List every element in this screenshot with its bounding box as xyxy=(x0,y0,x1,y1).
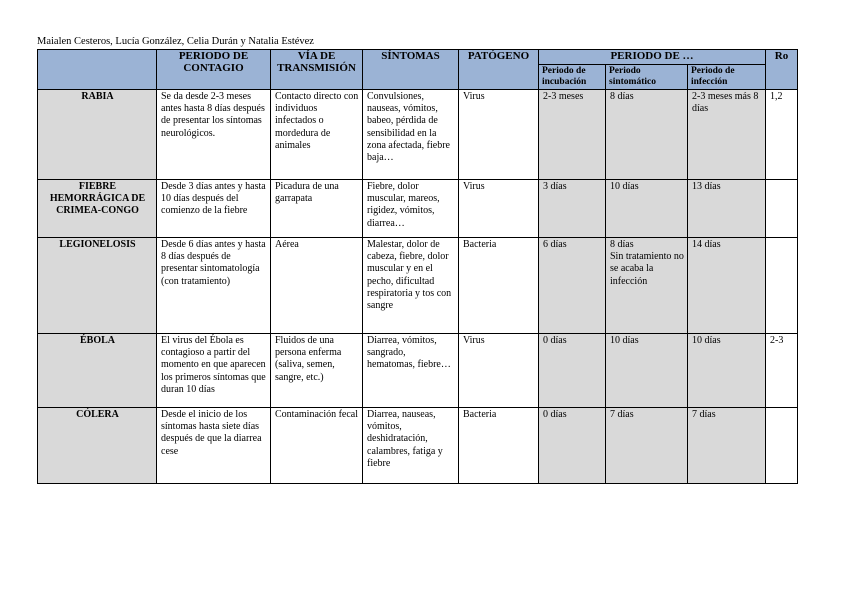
header-infeccion: Periodo de infección xyxy=(688,65,766,90)
incubacion-cell: 0 días xyxy=(539,334,606,408)
contagio-cell: El virus del Ébola es contagioso a partir del momento en que aparecen los primeros síntomas que duran 10 días xyxy=(157,334,271,408)
transmision-cell: Contacto directo con individuos infectados o mordedura de animales xyxy=(271,90,363,180)
header-periodo-de: PERIODO DE … xyxy=(539,50,766,65)
header-corner xyxy=(38,50,157,90)
authors-line: Maialen Cesteros, Lucía González, Celia Durán y Natalia Estévez xyxy=(37,36,314,47)
sintomas-cell: Fiebre, dolor muscular, mareos, rigidez, vómitos, diarrea… xyxy=(363,180,459,238)
disease-name: RABIA xyxy=(38,90,157,180)
sintomas-cell: Convulsiones, nauseas, vómitos, babeo, pérdida de sensibilidad en la zona afectada, fiebre baja… xyxy=(363,90,459,180)
incubacion-cell: 2-3 meses xyxy=(539,90,606,180)
disease-name: CÓLERA xyxy=(38,408,157,484)
contagio-cell: Desde 6 días antes y hasta 8 días después de presentar sintomatología (con tratamiento) xyxy=(157,238,271,334)
header-periodo-contagio: PERIODO DE CONTAGIO xyxy=(157,50,271,90)
header-ro: Ro xyxy=(766,50,798,90)
patogeno-cell: Bacteria xyxy=(459,408,539,484)
sintomatico-cell: 8 días Sin tratamiento no se acaba la infección xyxy=(606,238,688,334)
table-row xyxy=(38,334,798,408)
incubacion-cell: 6 días xyxy=(539,238,606,334)
disease-name: LEGIONELOSIS xyxy=(38,238,157,334)
patogeno-cell: Virus xyxy=(459,90,539,180)
infeccion-cell: 7 días xyxy=(688,408,766,484)
infeccion-cell: 2-3 meses más 8 días xyxy=(688,90,766,180)
header-sintomas: SÍNTOMAS xyxy=(363,50,459,90)
ro-cell xyxy=(766,238,798,334)
sintomas-cell: Malestar, dolor de cabeza, fiebre, dolor muscular y en el pecho, dificultad respiratoria y tos con sangre xyxy=(363,238,459,334)
incubacion-cell: 3 días xyxy=(539,180,606,238)
ro-cell xyxy=(766,408,798,484)
transmision-cell: Contaminación fecal xyxy=(271,408,363,484)
disease-table xyxy=(37,49,798,484)
header-patogeno: PATÓGENO xyxy=(459,50,539,90)
contagio-cell: Se da desde 2-3 meses antes hasta 8 días después de presentar los síntomas neurológicos. xyxy=(157,90,271,180)
table-row xyxy=(38,90,798,180)
ro-cell: 2-3 xyxy=(766,334,798,408)
header-sintomatico: Periodo sintomático xyxy=(606,65,688,90)
infeccion-cell: 10 días xyxy=(688,334,766,408)
transmision-cell: Picadura de una garrapata xyxy=(271,180,363,238)
ro-cell xyxy=(766,180,798,238)
sintomas-cell: Diarrea, nauseas, vómitos, deshidratación, calambres, fatiga y fiebre xyxy=(363,408,459,484)
table-row xyxy=(38,180,798,238)
header-incubacion: Periodo de incubación xyxy=(539,65,606,90)
sintomatico-cell: 7 días xyxy=(606,408,688,484)
header-via-transmision: VÍA DE TRANSMISIÓN xyxy=(271,50,363,90)
incubacion-cell: 0 días xyxy=(539,408,606,484)
patogeno-cell: Bacteria xyxy=(459,238,539,334)
sintomatico-cell: 10 días xyxy=(606,180,688,238)
sintomas-cell: Diarrea, vómitos, sangrado, hematomas, fiebre… xyxy=(363,334,459,408)
infeccion-cell: 13 días xyxy=(688,180,766,238)
sintomatico-cell: 10 días xyxy=(606,334,688,408)
patogeno-cell: Virus xyxy=(459,180,539,238)
infeccion-cell: 14 días xyxy=(688,238,766,334)
sintomatico-cell: 8 días xyxy=(606,90,688,180)
contagio-cell: Desde 3 días antes y hasta 10 días después del comienzo de la fiebre xyxy=(157,180,271,238)
table-row xyxy=(38,408,798,484)
table-row xyxy=(38,238,798,334)
disease-name: FIEBRE HEMORRÁGICA DE CRIMEA-CONGO xyxy=(38,180,157,238)
transmision-cell: Fluidos de una persona enferma (saliva, semen, sangre, etc.) xyxy=(271,334,363,408)
patogeno-cell: Virus xyxy=(459,334,539,408)
transmision-cell: Aérea xyxy=(271,238,363,334)
ro-cell: 1,2 xyxy=(766,90,798,180)
disease-name: ÉBOLA xyxy=(38,334,157,408)
contagio-cell: Desde el inicio de los síntomas hasta siete días después de que la diarrea cese xyxy=(157,408,271,484)
